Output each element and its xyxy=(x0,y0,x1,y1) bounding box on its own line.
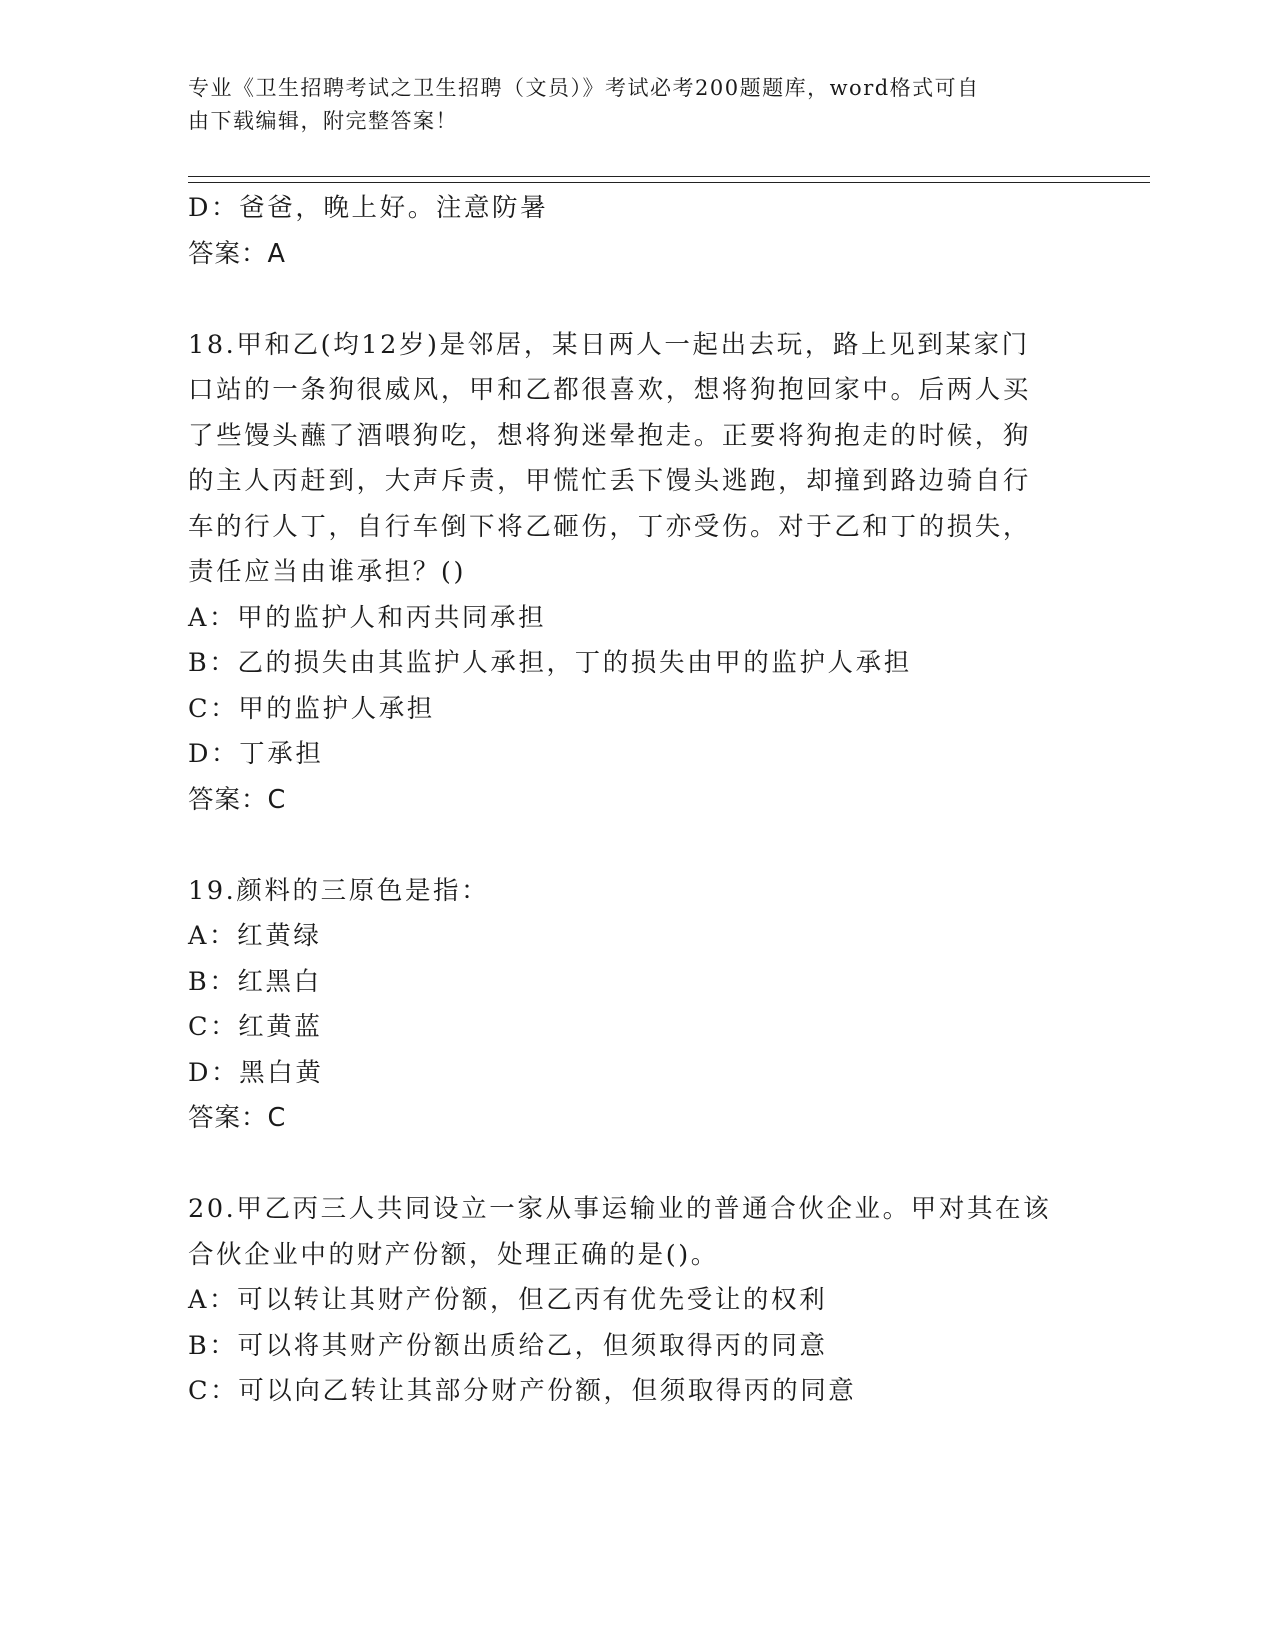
option-b: B：可以将其财产份额出质给乙，但须取得丙的同意 xyxy=(188,1330,828,1361)
stem-line: 的主人丙赶到，大声斥责，甲慌忙丢下馒头逃跑，却撞到路边骑自行 xyxy=(188,466,1032,496)
question-20 xyxy=(188,1187,1088,1415)
option-c: C：红黄蓝 xyxy=(188,1012,323,1042)
stem-line: 20.甲乙丙三人共同设立一家从事运输业的普通合伙企业。甲对其在该 xyxy=(188,1194,1052,1224)
option-d: D：丁承担 xyxy=(188,739,324,769)
option-a: A：可以转让其财产份额，但乙丙有优先受让的权利 xyxy=(188,1285,828,1315)
option-d: D：爸爸，晚上好。注意防暑 xyxy=(188,193,549,223)
question-stem xyxy=(188,869,1088,915)
header-line: 专业《卫生招聘考试之卫生招聘（文员）》考试必考200题题库，word格式可自 xyxy=(188,76,980,100)
stem-line: 合伙企业中的财产份额，处理正确的是()。 xyxy=(188,1239,719,1270)
answer: 答案：C xyxy=(188,1103,287,1133)
option-a: A：甲的监护人和丙共同承担 xyxy=(188,602,547,633)
answer: 答案：C xyxy=(188,784,287,815)
previous-question-tail xyxy=(188,186,1088,277)
document-header xyxy=(188,72,1088,138)
option-a: A：红黄绿 xyxy=(188,921,322,951)
stem-line: 19.颜料的三原色是指： xyxy=(188,875,490,906)
option-c: C：可以向乙转让其部分财产份额，但须取得丙的同意 xyxy=(188,1376,857,1406)
question-stem xyxy=(188,1187,1088,1278)
header-divider xyxy=(188,182,1150,183)
header-divider xyxy=(188,176,1150,177)
stem-line: 18.甲和乙(均12岁)是邻居，某日两人一起出去玩，路上见到某家门 xyxy=(188,329,1030,360)
option-b: B：红黑白 xyxy=(188,966,322,997)
option-b: B：乙的损失由其监护人承担，丁的损失由甲的监护人承担 xyxy=(188,648,912,678)
answer: 答案：A xyxy=(188,238,286,269)
stem-line: 了些馒头蘸了酒喂狗吃，想将狗迷晕抱走。正要将狗抱走的时候，狗 xyxy=(188,420,1032,451)
document-body xyxy=(188,186,1088,1415)
stem-line: 车的行人丁，自行车倒下将乙砸伤，丁亦受伤。对于乙和丁的损失， xyxy=(188,511,1032,542)
header-line: 由下载编辑，附完整答案！ xyxy=(188,109,458,133)
stem-line: 责任应当由谁承担？() xyxy=(188,557,466,587)
option-d: D：黑白黄 xyxy=(188,1057,324,1088)
stem-line: 口站的一条狗很威风，甲和乙都很喜欢，想将狗抱回家中。后两人买 xyxy=(188,375,1032,405)
question-stem xyxy=(188,323,1088,596)
option-c: C：甲的监护人承担 xyxy=(188,693,435,724)
question-18 xyxy=(188,323,1088,824)
question-19 xyxy=(188,869,1088,1142)
